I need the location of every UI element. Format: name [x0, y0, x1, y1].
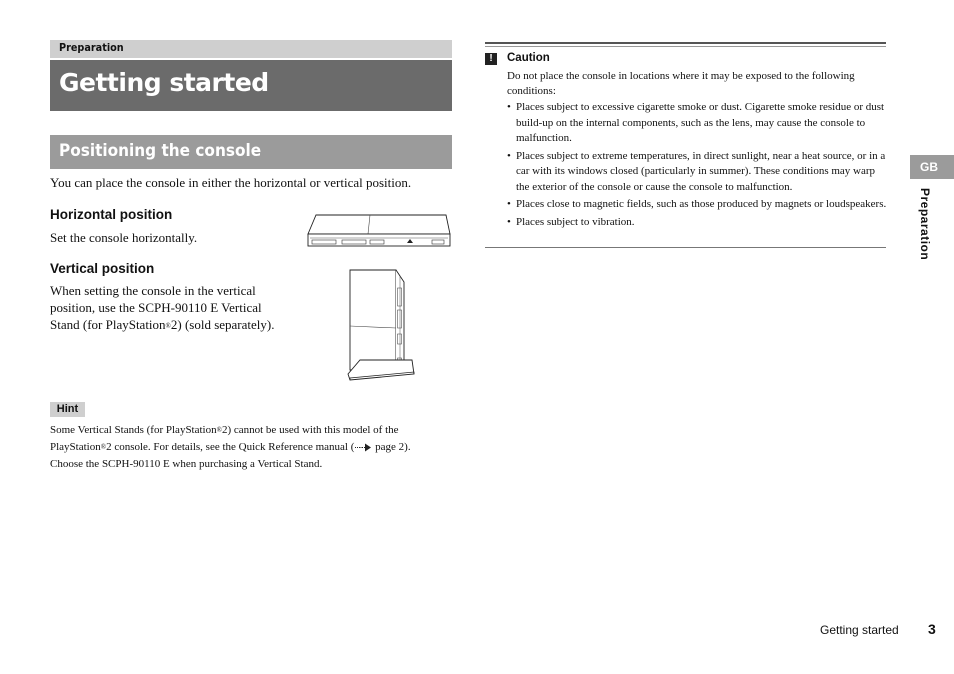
caution-title: Caution	[507, 52, 550, 64]
vertical-text-line	[50, 316, 300, 336]
list-item: • Places subject to excessive cigarette smoke or dust. Cigarette smoke residue or dust build-up on the internal components, such as the lens, may cause the console to malfunction.	[507, 100, 887, 147]
page-title-bar	[50, 60, 452, 111]
registered-mark: ®	[165, 322, 171, 330]
section-header	[50, 40, 452, 58]
list-item: • Places subject to vibration.	[507, 215, 887, 231]
arrow-right-icon	[354, 443, 372, 452]
hint-label: Hint	[50, 402, 85, 417]
vertical-console-illustration	[346, 266, 416, 384]
text-fragment: PlayStation	[50, 441, 101, 453]
vertical-text-line: position, use the SCPH-90110 E Vertical	[50, 300, 262, 315]
horizontal-text: Set the console horizontally.	[50, 230, 198, 245]
text-fragment: 2 console. For details, see the Quick Reference manual (	[106, 441, 355, 453]
list-item: • Places close to magnetic fields, such as those produced by magnets or loudspeakers.	[507, 197, 887, 213]
horizontal-console-illustration	[306, 212, 452, 248]
page-title: Getting started	[59, 68, 269, 97]
text-fragment: page 2).	[372, 441, 411, 453]
hint-line	[50, 422, 455, 439]
caution-bottom-rule	[485, 247, 886, 248]
chapter-side-label: Preparation	[918, 188, 932, 261]
text-fragment: 2) cannot be used with this model of the	[221, 424, 399, 436]
vertical-text-line: When setting the console in the vertical	[50, 283, 256, 298]
hint-line	[50, 439, 455, 456]
subsection-title: Positioning the console	[59, 141, 262, 161]
subsection-title-bar	[50, 135, 452, 169]
caution-list	[507, 100, 887, 232]
hint-text	[50, 422, 455, 472]
list-item: • Places subject to extreme temperatures, in direct sunlight, near a heat source, or in a car with its windows closed (particularly in summer). These conditions may warp the exterior of the console or cause the console to malfunction.	[507, 149, 887, 196]
text-fragment: Stand (for PlayStation	[50, 317, 166, 332]
footer-title: Getting started	[820, 623, 899, 637]
registered-mark: ®	[216, 426, 222, 434]
page-number: 3	[928, 621, 936, 637]
vertical-heading: Vertical position	[50, 261, 155, 276]
horizontal-heading: Horizontal position	[50, 207, 173, 222]
hint-line: Choose the SCPH-90110 E when purchasing a Vertical Stand.	[50, 458, 323, 470]
language-tab: GB	[910, 155, 954, 179]
intro-paragraph: You can place the console in either the horizontal or vertical position.	[50, 175, 412, 190]
section-label: Preparation	[59, 41, 124, 54]
text-fragment: 2) (sold separately).	[170, 317, 275, 332]
caution-top-rule	[485, 42, 886, 44]
text-fragment: Some Vertical Stands (for PlayStation	[50, 424, 217, 436]
caution-intro: Do not place the console in locations where it may be exposed to the following conditions:	[507, 70, 855, 97]
registered-mark: ®	[100, 443, 107, 451]
caution-top-rule-thin	[485, 46, 886, 47]
caution-icon: !	[485, 53, 497, 65]
vertical-text	[50, 282, 300, 336]
